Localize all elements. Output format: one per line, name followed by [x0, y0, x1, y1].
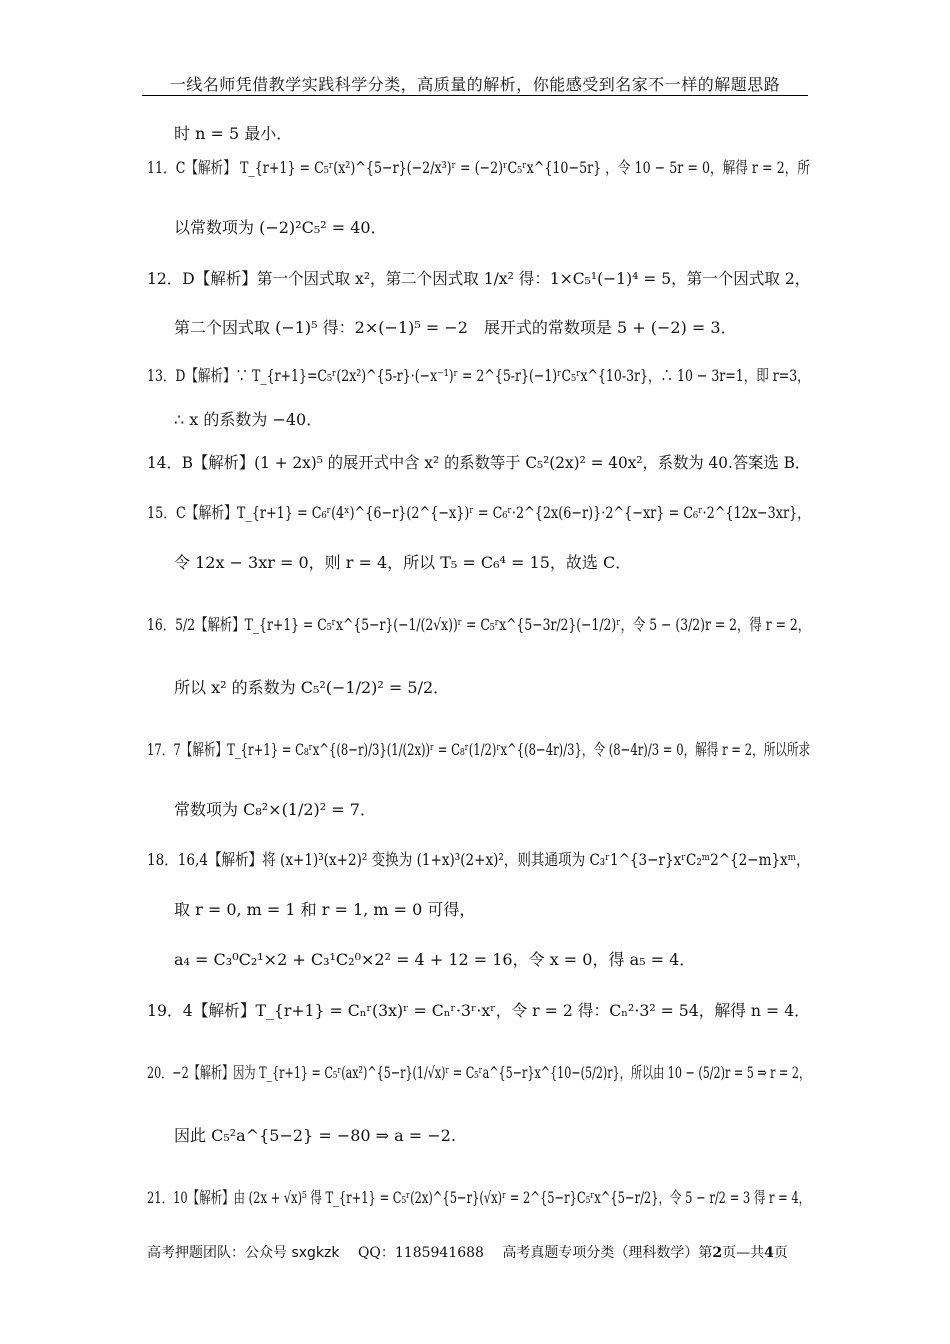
header-rule — [142, 95, 808, 96]
solution-11-line2: 以常数项为 (−2)²C₅² = 40． — [174, 218, 387, 237]
footer-mid: 页—共 — [722, 1245, 765, 1261]
solution-15-line2: 令 12x − 3xr = 0，则 r = 4，所以 T₅ = C₆⁴ = 15，故选 C． — [174, 553, 632, 572]
footer-qq: QQ：1185941688 — [357, 1245, 484, 1261]
page-header: 一线名师凭借教学实践科学分类，高质量的解析，你能感受到名家不一样的解题思路 — [169, 75, 781, 94]
footer-series: 高考真题专项分类（理科数学）第 — [502, 1245, 713, 1261]
solution-18-line1: 18．16,4【解析】将 (x+1)³(x+2)² 变换为 (1+x)³(2+x)²，则其通项为 C₃ʳ1^{3−r}xʳC₂ᵐ2^{2−m}xᵐ， — [147, 850, 810, 869]
solution-20-line2: 因此 C₅²a^{5−2} = −80 ⇒ a = −2. — [174, 1126, 456, 1145]
page-footer — [147, 1242, 788, 1262]
solution-11-label: 11．C【解析】 — [147, 158, 236, 177]
solution-18-line2: 取 r = 0, m = 1 和 r = 1, m = 0 可得， — [174, 900, 476, 919]
footer-total-pages: 4 — [764, 1245, 774, 1261]
footer-team: 高考押题团队：公众号 — [147, 1245, 287, 1261]
line-continuation: 时 n = 5 最小． — [174, 124, 293, 143]
solution-17-line1: 17．7【解析】T_{r+1} = C₈ʳx^{(8−r)/3}(1/(2x))ʳ = C₈ʳ(1/2)ʳx^{(8−4r)/3}，令 (8−4r)/3 = 0，解得 r = 2，所以所求 — [147, 740, 811, 759]
footer-account: sxgkzk — [291, 1245, 340, 1261]
solution-11-line1 — [147, 160, 810, 176]
solution-17-line2: 常数项为 C₈²×(1/2)² = 7． — [174, 800, 376, 819]
solution-21-line1: 21．10【解析】由 (2x + √x)⁵ 得 T_{r+1} = C₅ʳ(2x)^{5−r}(√x)ʳ = 2^{5−r}C₅ʳx^{5−r/2}，令 5 − r/2 = 3 得 r = 4， — [147, 1188, 811, 1207]
footer-end: 页 — [773, 1245, 788, 1261]
solution-11-formula: T_{r+1} = C₅ʳ(x²)^{5−r}(−2/x³)ʳ = (−2)ʳC₅ʳx^{10−5r} — [239, 158, 602, 177]
solution-13-line1: 13．D【解析】∵ T_{r+1}=C₅ʳ(2x²)^{5-r}·(−x⁻¹)ʳ = 2^{5-r}(−1)ʳC₅ʳx^{10-3r}，∴ 10 − 3r=1，即 r=3， — [147, 366, 810, 385]
solution-14-line1: 14．B【解析】(1 + 2x)⁵ 的展开式中含 x² 的系数等于 C₅²(2x)² = 40x²，系数为 40.答案选 B． — [147, 453, 811, 472]
solution-15-line1: 15．C【解析】T_{r+1} = C₆ʳ(4ˣ)^{6−r}(2^{−x})ʳ = C₆ʳ·2^{2x(6−r)}·2^{−xr} = C₆ʳ·2^{12x−3xr}， — [147, 503, 811, 522]
solution-20-line1: 20．−2【解析】因为 T_{r+1} = C₅ʳ(ax²)^{5−r}(1/√x)ʳ = C₅ʳa^{5−r}x^{10−(5/2)r}，所以由 10 − (5/2)r = 5 ⇒ r = 2， — [147, 1063, 811, 1082]
solution-13-line2: ∴ x 的系数为 −40． — [174, 410, 323, 429]
solution-16-line2: 所以 x² 的系数为 C₅²(−1/2)² = 5/2． — [174, 678, 450, 697]
solution-18-line3: a₄ = C₃⁰C₂¹×2 + C₃¹C₂⁰×2² = 4 + 12 = 16，令 x = 0，得 a₅ = 4． — [174, 950, 696, 969]
solution-12-line2: 第二个因式取 (−1)⁵ 得：2×(−1)⁵ = −2 展开式的常数项是 5 + (−2) = 3． — [174, 318, 737, 337]
solution-11-tail: ，令 10 − 5r = 0，解得 r = 2，所 — [605, 158, 810, 177]
solution-12-line1: 12．D【解析】第一个因式取 x²，第二个因式取 1/x² 得：1×C₅¹(−1)⁴ = 5，第一个因式取 2， — [147, 269, 811, 288]
solution-16-line1: 16．5/2【解析】T_{r+1} = C₅ʳx^{5−r}(−1/(2√x))ʳ = C₅ʳx^{5−3r/2}(−1/2)ʳ，令 5 − (3/2)r = 2，得 r = 2， — [147, 615, 811, 634]
solution-19-line1: 19．4【解析】T_{r+1} = Cₙʳ(3x)ʳ = Cₙʳ·3ʳ·xʳ，令 r = 2 得：Cₙ²·3² = 54，解得 n = 4． — [147, 1001, 810, 1020]
footer-page-number: 2 — [712, 1245, 723, 1261]
